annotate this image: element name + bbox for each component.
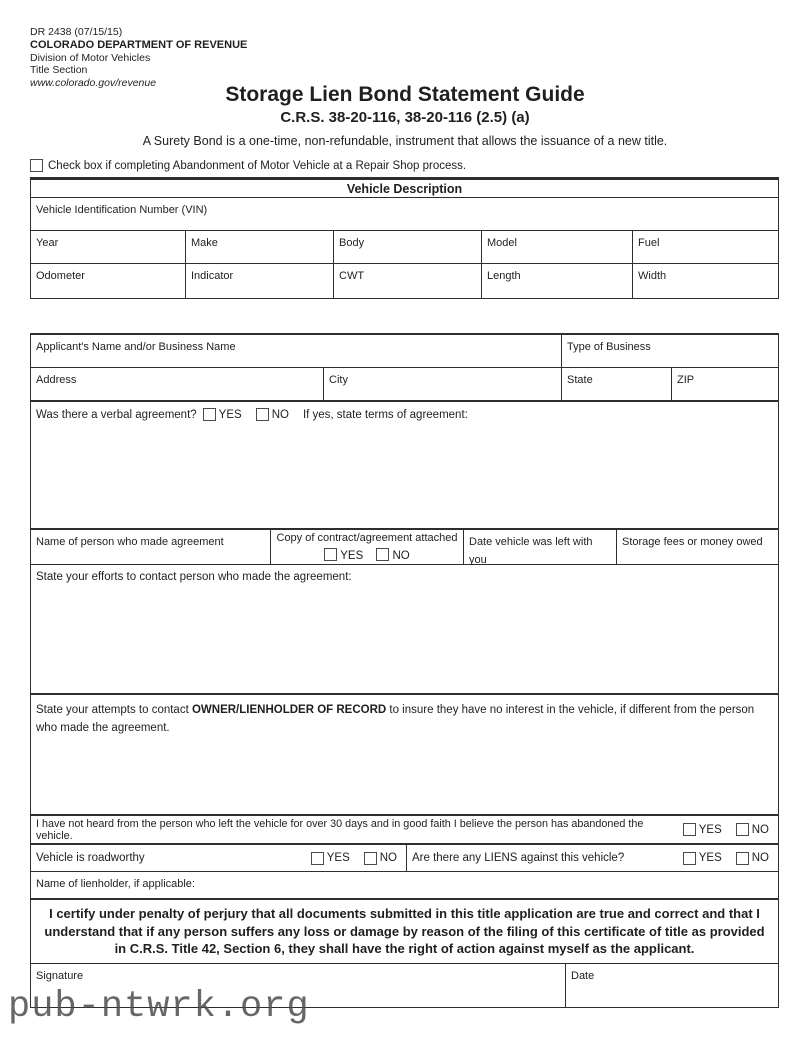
city-label: City: [329, 374, 348, 386]
date-field[interactable]: [565, 964, 778, 1007]
contact-attempts-prefix: State your attempts to contact: [36, 704, 192, 716]
model-field[interactable]: [481, 231, 632, 263]
roadworthy-label: Vehicle is roadworthy: [36, 852, 145, 864]
roadworthy-no-label: NO: [379, 852, 397, 864]
address-field[interactable]: [31, 368, 323, 400]
storage-fees-label: Storage fees or money owed: [622, 536, 763, 548]
section-name: Title Section: [30, 64, 88, 77]
business-type-label: Type of Business: [567, 341, 651, 353]
contact-efforts-label: State your efforts to contact person who made the agreement:: [36, 571, 352, 583]
verbal-yes-label: YES: [218, 408, 242, 421]
year-field[interactable]: [31, 231, 185, 263]
address-row: [31, 368, 778, 402]
applicant-row: [31, 335, 778, 368]
width-field[interactable]: [632, 264, 778, 298]
date-left-field[interactable]: [463, 530, 616, 564]
verbal-no-label: NO: [271, 408, 289, 421]
applicant-name-field[interactable]: [31, 335, 561, 367]
contact-efforts-field[interactable]: [31, 565, 778, 693]
abandonment-row: [30, 159, 466, 172]
lienholder-row: [31, 872, 778, 900]
contract-copy-field: [270, 530, 463, 564]
liens-yes-label: YES: [698, 852, 722, 864]
agreement-details-row: [31, 530, 778, 565]
department-name: COLORADO DEPARTMENT OF REVENUE: [30, 38, 248, 51]
applicant-name-label: Applicant's Name and/or Business Name: [36, 341, 236, 353]
vehicle-row-1: [31, 231, 778, 264]
date-label: Date: [571, 970, 595, 982]
odometer-field[interactable]: [31, 264, 185, 298]
roadworthy-yes-label: YES: [326, 852, 350, 864]
fuel-label: Fuel: [638, 237, 660, 249]
address-label: Address: [36, 374, 77, 386]
verbal-agreement-question: Was there a verbal agreement?: [36, 408, 197, 421]
abandoned-yes-checkbox[interactable]: [683, 823, 696, 836]
contract-copy-label: Copy of contract/agreement attached: [276, 532, 458, 544]
roadworthy-no-checkbox[interactable]: [364, 852, 377, 865]
agreement-person-field[interactable]: [31, 530, 270, 564]
signature-label: Signature: [36, 970, 84, 982]
state-field[interactable]: [561, 368, 671, 400]
cwt-field[interactable]: [333, 264, 481, 298]
abandoned-no-label: NO: [751, 823, 769, 836]
lienholder-label: Name of lienholder, if applicable:: [36, 878, 195, 890]
vehicle-row-2: [31, 264, 778, 298]
page-title: Storage Lien Bond Statement Guide: [225, 83, 585, 106]
abandoned-yes-label: YES: [698, 823, 722, 836]
length-field[interactable]: [481, 264, 632, 298]
liens-question: Are there any LIENS against this vehicle?: [412, 852, 625, 864]
agreement-person-label: Name of person who made agreement: [36, 536, 224, 548]
date-left-label: Date vehicle was left with you: [469, 536, 593, 564]
contract-copy-yes-checkbox[interactable]: [324, 548, 337, 561]
liens-no-label: NO: [751, 852, 769, 864]
cwt-label: CWT: [339, 270, 365, 282]
roadworthy-row: [31, 845, 778, 872]
if-yes-label: If yes, state terms of agreement:: [302, 408, 468, 421]
applicant-agreement-table: [30, 333, 779, 1008]
contract-copy-no-label: NO: [392, 549, 410, 562]
indicator-field[interactable]: [185, 264, 333, 298]
contact-attempts-suffix: to insure they have no interest in the vehicle, if different from the person who made the agreement.: [36, 704, 755, 735]
indicator-label: Indicator: [191, 270, 234, 282]
contract-copy-yes-label: YES: [340, 549, 364, 562]
contact-attempts-field[interactable]: [31, 695, 778, 814]
vehicle-description-title: Vehicle Description: [346, 181, 463, 196]
verbal-no-checkbox[interactable]: [256, 408, 269, 421]
abandoned-statement-row: [31, 816, 778, 845]
odometer-label: Odometer: [36, 270, 85, 282]
body-label: Body: [339, 237, 365, 249]
website-url: www.colorado.gov/revenue: [30, 76, 157, 89]
certification-text: I certify under penalty of perjury that all documents submitted in this title application are true and correct and that I understand that if any person suffers any loss or damage by reason of the filing of this certificate of title as provided in C.R.S. Title 42, Section 6, they shall have the right of action against myself as the applicant.: [44, 906, 765, 957]
storage-fees-field[interactable]: [616, 530, 778, 564]
lienholder-field[interactable]: [31, 872, 778, 898]
liens-cell: [406, 845, 778, 871]
letterhead: [30, 26, 247, 90]
contact-attempts-row: [31, 695, 778, 816]
agreement-terms-field[interactable]: [31, 402, 778, 528]
contact-efforts-row: [31, 565, 778, 695]
body-field[interactable]: [333, 231, 481, 263]
contract-copy-no-checkbox[interactable]: [376, 548, 389, 561]
abandoned-no-checkbox[interactable]: [736, 823, 749, 836]
make-field[interactable]: [185, 231, 333, 263]
fuel-field[interactable]: [632, 231, 778, 263]
roadworthy-cell: [31, 845, 406, 871]
form-number: DR 2438 (07/15/15): [30, 26, 123, 38]
zip-field[interactable]: [671, 368, 778, 400]
liens-yes-checkbox[interactable]: [683, 852, 696, 865]
roadworthy-yes-checkbox[interactable]: [311, 852, 324, 865]
length-label: Length: [487, 270, 521, 282]
liens-no-checkbox[interactable]: [736, 852, 749, 865]
width-label: Width: [638, 270, 667, 282]
abandonment-label: Check box if completing Abandonment of Motor Vehicle at a Repair Shop process.: [48, 159, 467, 172]
vin-label: Vehicle Identification Number (VIN): [36, 204, 208, 216]
surety-bond-note: A Surety Bond is a one-time, non-refundable, instrument that allows the issuance of a new title.: [142, 134, 668, 148]
model-label: Model: [487, 237, 517, 249]
division-name: Division of Motor Vehicles: [30, 51, 151, 64]
state-label: State: [567, 374, 593, 386]
certification-row: [31, 900, 778, 964]
abandonment-checkbox[interactable]: [30, 159, 43, 172]
statute-reference: C.R.S. 38-20-116, 38-20-116 (2.5) (a): [280, 109, 530, 126]
business-type-field[interactable]: [561, 335, 778, 367]
year-label: Year: [36, 237, 59, 249]
city-field[interactable]: [323, 368, 561, 400]
contact-attempts-bold: OWNER/LIENHOLDER OF RECORD: [191, 704, 387, 716]
zip-label: ZIP: [677, 374, 695, 386]
watermark-text: pub-ntwrk.org: [8, 986, 310, 1028]
vehicle-description-table: [30, 177, 779, 299]
vin-field[interactable]: [31, 198, 778, 230]
verbal-agreement-row: [31, 402, 778, 530]
make-label: Make: [191, 237, 218, 249]
vin-row: [31, 198, 778, 231]
verbal-yes-checkbox[interactable]: [203, 408, 216, 421]
abandoned-statement-text: I have not heard from the person who left the vehicle for over 30 days and in good faith I believe the person has abandoned the vehicle.: [36, 817, 644, 842]
vehicle-description-header: [31, 180, 778, 198]
abandoned-statement-cell: [31, 816, 778, 844]
